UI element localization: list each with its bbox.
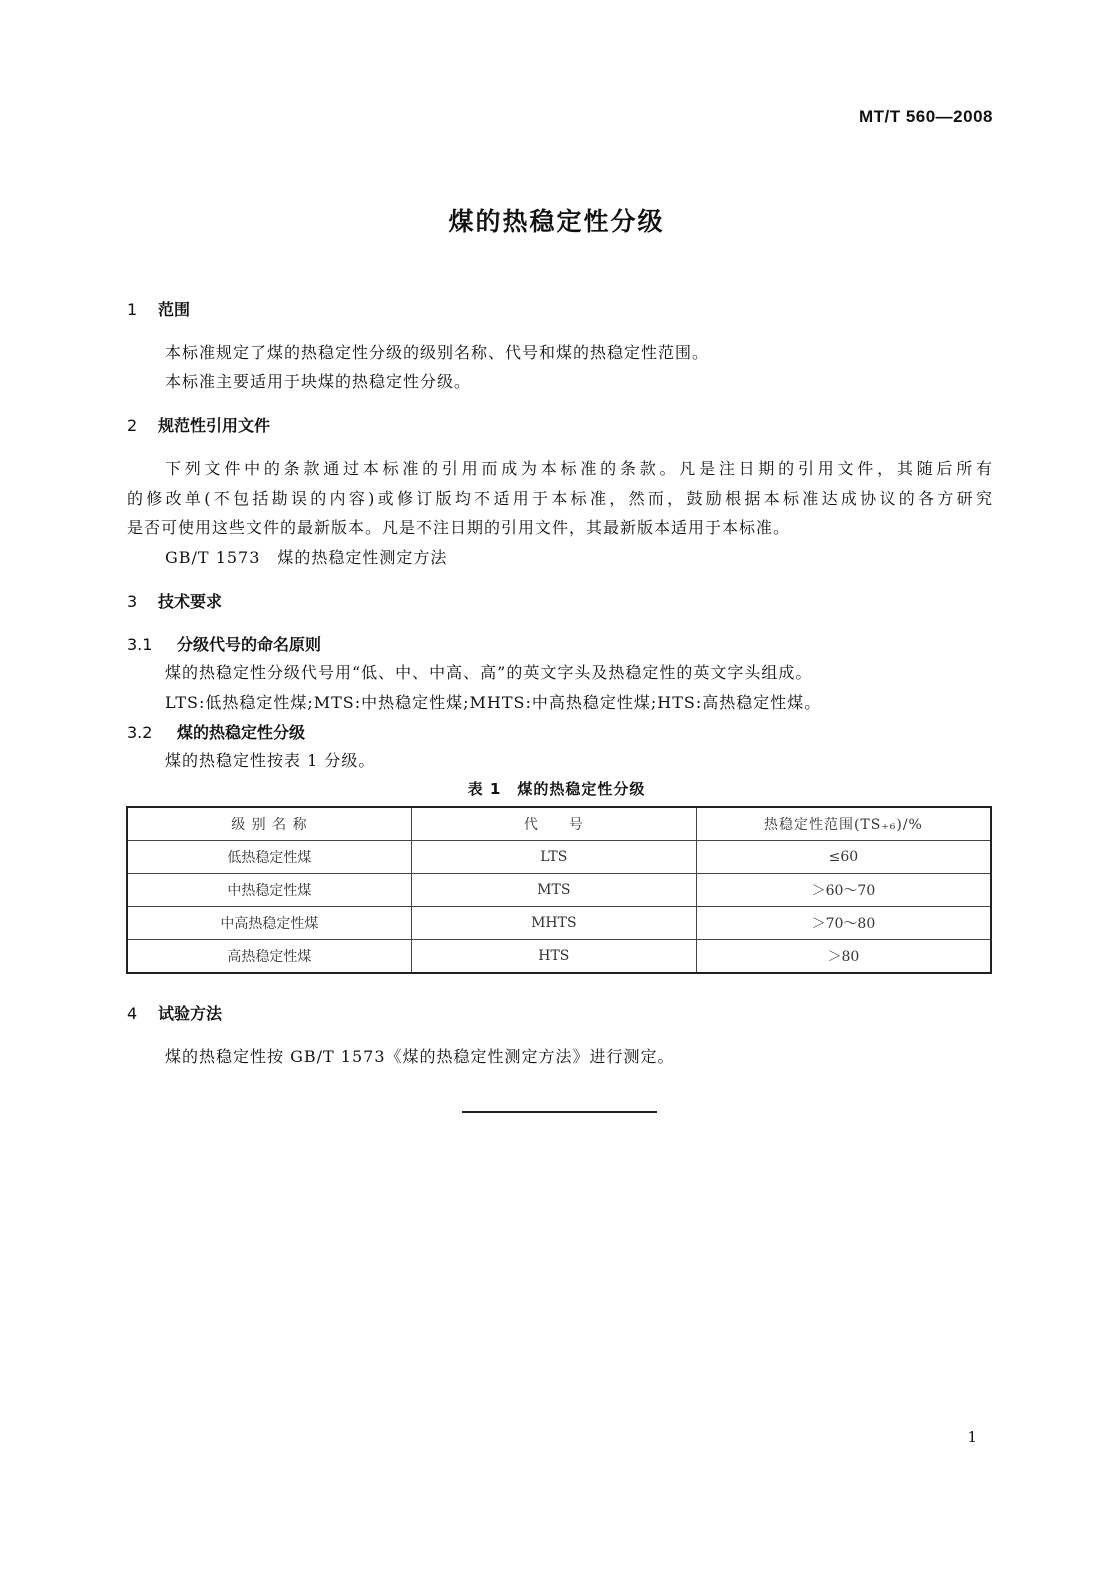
grade-name-cell: 中高热稳定性煤 <box>127 907 411 940</box>
subsection-3-1-paragraph-2: LTS:低热稳定性煤;MTS:中热稳定性煤;MHTS:中高热稳定性煤;HTS:高热稳定性煤。 <box>165 693 822 712</box>
range-cell: ＞60～70 <box>696 874 991 907</box>
section-3-heading <box>127 589 222 612</box>
table-row <box>127 907 991 940</box>
table-header-row <box>127 807 991 841</box>
column-header-grade-name: 级 别 名 称 <box>127 807 411 841</box>
code-cell: MHTS <box>411 907 696 940</box>
table-row <box>127 841 991 874</box>
section-2-para-line-3: 是否可使用这些文件的最新版本。凡是不注日期的引用文件，其最新版本适用于本标准。 <box>127 518 791 537</box>
section-2-para-line-2: 的修改单(不包括勘误的内容)或修订版均不适用于本标准，然而，鼓励根据本标准达成协议的各方研究 <box>127 489 993 508</box>
range-cell: ＞80 <box>696 940 991 974</box>
subsection-title: 分级代号的命名原则 <box>177 635 322 654</box>
table-row <box>127 940 991 974</box>
grade-name-cell: 高热稳定性煤 <box>127 940 411 974</box>
standard-number: MT/T 560—2008 <box>858 107 993 126</box>
subsection-3-1-heading <box>127 632 321 655</box>
range-cell: ≤60 <box>696 841 991 874</box>
section-title: 技术要求 <box>158 592 223 611</box>
section-2-heading <box>127 413 270 436</box>
section-number: 3 <box>127 592 138 611</box>
code-cell: HTS <box>411 940 696 974</box>
table-caption: 表 1 煤的热稳定性分级 <box>467 780 646 798</box>
section-4-heading <box>127 1001 222 1024</box>
subsection-3-2-paragraph: 煤的热稳定性按表 1 分级。 <box>165 751 376 770</box>
document-title: 煤的热稳定性分级 <box>448 207 665 236</box>
grade-name-cell: 中热稳定性煤 <box>127 874 411 907</box>
section-title: 规范性引用文件 <box>158 416 271 435</box>
subsection-3-2-heading <box>127 720 305 743</box>
subsection-3-1-paragraph-1: 煤的热稳定性分级代号用“低、中、中高、高”的英文字头及热稳定性的英文字头组成。 <box>165 663 813 682</box>
subsection-title: 煤的热稳定性分级 <box>177 723 306 742</box>
column-header-range: 热稳定性范围(TS₊₆)/% <box>696 807 991 841</box>
section-number: 1 <box>127 300 138 319</box>
table-row <box>127 874 991 907</box>
end-of-standard-rule <box>462 1111 657 1113</box>
section-title: 试验方法 <box>158 1004 223 1023</box>
normative-reference: GB/T 1573 煤的热稳定性测定方法 <box>165 548 448 567</box>
grade-table <box>126 806 992 974</box>
column-header-code: 代 号 <box>411 807 696 841</box>
section-4-paragraph: 煤的热稳定性按 GB/T 1573《煤的热稳定性测定方法》进行测定。 <box>165 1047 675 1066</box>
code-cell: LTS <box>411 841 696 874</box>
range-cell: ＞70～80 <box>696 907 991 940</box>
grade-name-cell: 低热稳定性煤 <box>127 841 411 874</box>
subsection-number: 3.1 <box>127 635 153 654</box>
code-cell: MTS <box>411 874 696 907</box>
section-1-paragraph-2: 本标准主要适用于块煤的热稳定性分级。 <box>165 372 472 391</box>
page-number: 1 <box>967 1428 977 1446</box>
section-title: 范围 <box>158 300 191 319</box>
section-number: 4 <box>127 1004 138 1023</box>
section-1-heading <box>127 297 190 320</box>
section-number: 2 <box>127 416 138 435</box>
subsection-number: 3.2 <box>127 723 153 742</box>
section-2-para-line-1: 下列文件中的条款通过本标准的引用而成为本标准的条款。凡是注日期的引用文件，其随后所有 <box>165 459 993 478</box>
section-1-paragraph-1: 本标准规定了煤的热稳定性分级的级别名称、代号和煤的热稳定性范围。 <box>165 343 710 362</box>
